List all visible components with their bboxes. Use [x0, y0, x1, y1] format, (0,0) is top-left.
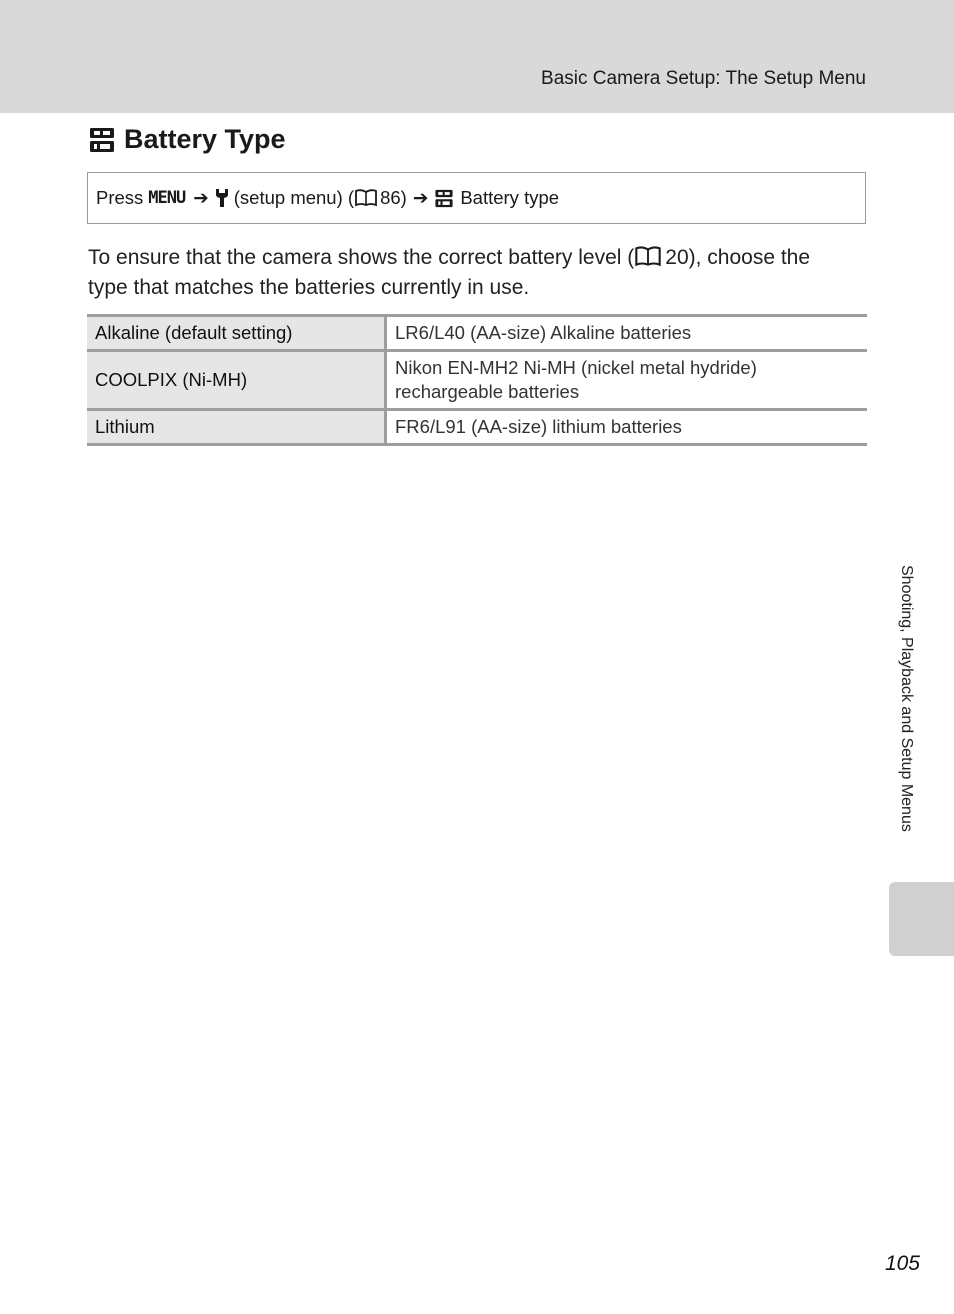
arrow-right-icon: ➔	[193, 187, 209, 208]
press-label: Press	[96, 187, 144, 208]
battery-description: LR6/L40 (AA-size) Alkaline batteries	[386, 316, 868, 351]
intro-paragraph	[88, 243, 848, 303]
menu-button-label: MENU	[148, 188, 186, 208]
battery-type-icon	[88, 127, 116, 153]
section-title: Battery Type	[124, 124, 286, 154]
wrench-icon	[215, 188, 229, 208]
battery-type-label: Battery type	[460, 187, 560, 208]
chapter-side-tab	[889, 882, 954, 956]
book-reference-icon	[635, 246, 661, 267]
table-row	[87, 410, 867, 445]
setup-menu-label: (setup menu) (	[233, 187, 355, 208]
page-reference: 86)	[380, 187, 407, 208]
battery-option: Alkaline (default setting)	[87, 316, 386, 351]
table-row	[87, 351, 867, 410]
intro-text-continued: 20), choose the type that matches the batteries currently in use.	[88, 246, 811, 299]
arrow-right-icon: ➔	[412, 187, 429, 208]
battery-option: Lithium	[87, 410, 386, 445]
battery-type-icon	[434, 189, 454, 208]
header-title: Basic Camera Setup: The Setup Menu	[541, 68, 866, 89]
side-tab-label: Shooting, Playback and Setup Menus	[898, 565, 915, 832]
page-header-band	[0, 0, 954, 113]
battery-description: Nikon EN-MH2 Ni-MH (nickel metal hydride) rechargeable batteries	[386, 351, 868, 410]
menu-path-box	[87, 172, 866, 224]
table-row	[87, 316, 867, 351]
battery-type-table	[87, 314, 867, 446]
battery-description: FR6/L91 (AA-size) lithium batteries	[386, 410, 868, 445]
book-reference-icon	[355, 189, 377, 207]
battery-option: COOLPIX (Ni-MH)	[87, 351, 386, 410]
section-heading	[88, 124, 286, 155]
intro-text: To ensure that the camera shows the correct battery level (	[88, 246, 635, 269]
page-number: 105	[884, 1252, 920, 1275]
